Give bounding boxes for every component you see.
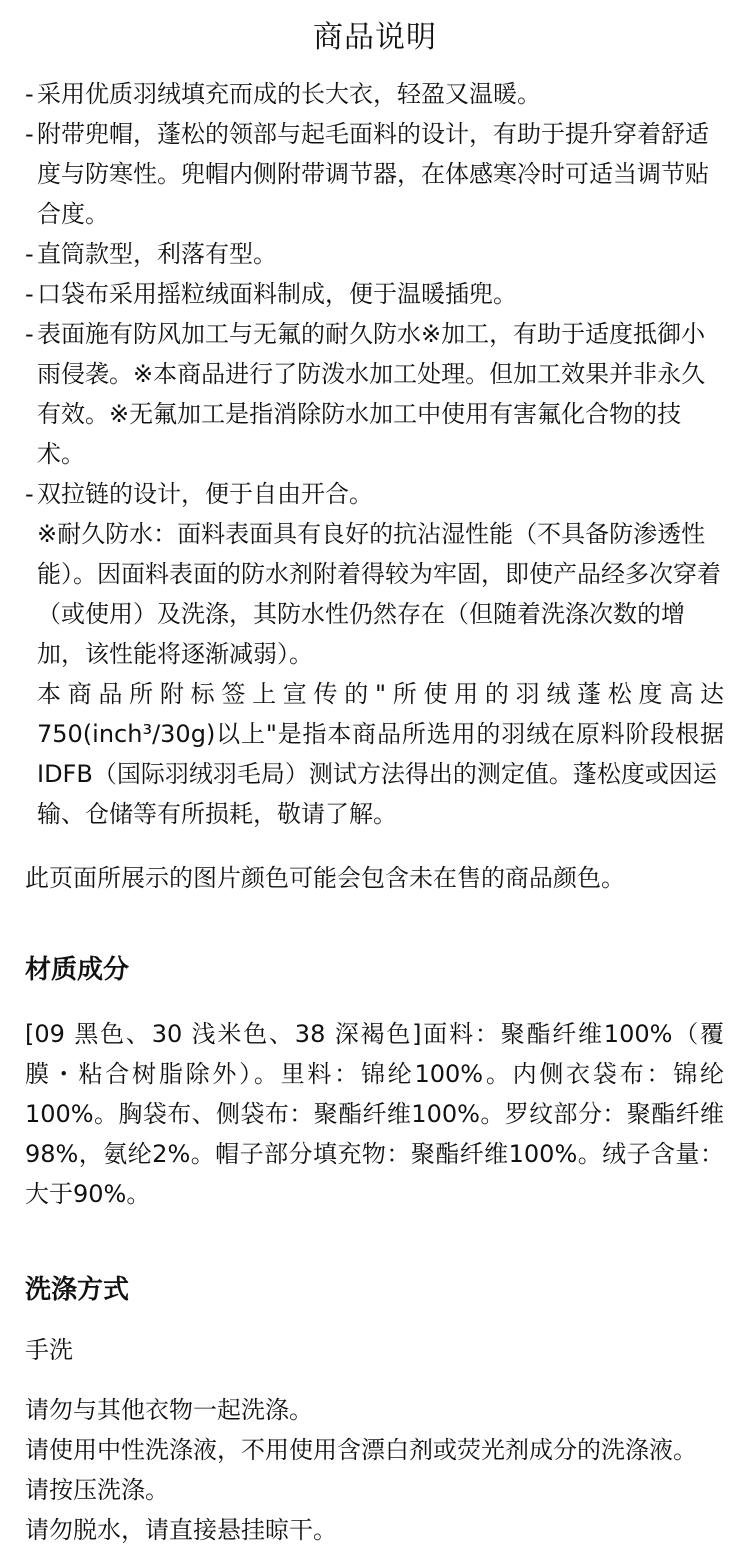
bullet-text: 采用优质羽绒填充而成的长大衣，轻盈又温暖。 <box>37 80 541 108</box>
washing-instruction: 请勿脱水，请直接悬挂晾干。 <box>25 1516 337 1544</box>
material-section-title: 材质成分 <box>25 955 130 985</box>
washing-instruction: 请按压洗涤。 <box>25 1476 169 1504</box>
description-bullet <box>25 234 724 274</box>
washing-instruction: 请使用中性洗涤液，不用使用含漂白剂或荧光剂成分的洗涤液。 <box>25 1436 697 1464</box>
bullet-text: 口袋布采用摇粒绒面料制成，便于温暖插兜。 <box>37 280 517 308</box>
description-bullet <box>25 74 724 114</box>
bullet-text: 表面施有防风加工与无氟的耐久防水※加工，有助于适度抵御小雨侵袭。※本商品进行了防泼水加工处理。但加工效果并非永久有效。※无氟加工是指消除防水加工中使用有害氟化合物的技术。 <box>37 320 706 468</box>
bullet-dash: - <box>25 240 34 268</box>
washing-instruction: 请勿与其他衣物一起洗涤。 <box>25 1396 313 1424</box>
fill-power-note <box>25 674 724 834</box>
bullet-text: 双拉链的设计，便于自由开合。 <box>37 480 373 508</box>
bullet-dash: - <box>25 280 34 308</box>
description-bullet <box>25 314 724 474</box>
description-bullet <box>25 274 724 314</box>
bullet-dash: - <box>25 320 34 348</box>
fill-power-note-line: 750(inch³/30g)以上"是指本商品所选用的羽绒在原料阶段根据 <box>37 720 724 748</box>
bullet-dash: - <box>25 80 34 108</box>
product-description <box>0 74 750 834</box>
washing-section-title: 洗涤方式 <box>25 1275 130 1305</box>
bullet-text: 附带兜帽，蓬松的领部与起毛面料的设计，有助于提升穿着舒适度与防寒性。兜帽内侧附带调节器，在体感寒冷时可适当调节贴合度。 <box>37 120 709 228</box>
color-disclaimer: 此页面所展示的图片颜色可能会包含未在售的商品颜色。 <box>25 864 625 892</box>
page-title: 商品说明 <box>313 20 437 55</box>
fill-power-note-line: 本商品所附标签上宣传的"所使用的羽绒蓬松度高达 <box>37 680 724 708</box>
bullet-dash: - <box>25 120 34 148</box>
washing-instructions <box>0 1390 750 1550</box>
material-composition: [09 黑色、30 浅米色、38 深褐色]面料：聚酯纤维100%（覆膜・粘合树脂除外）。里料：锦纶100%。内侧衣袋布：锦纶100%。胸袋布、侧袋布：聚酯纤维100%。罗纹部分：聚酯纤维98%，氨纶2%。帽子部分填充物：聚酯纤维100%。绒子含量：大于90%。 <box>25 1020 724 1208</box>
bullet-dash: - <box>25 480 34 508</box>
description-bullet <box>25 114 724 234</box>
washing-method: 手洗 <box>25 1336 73 1364</box>
fill-power-note-rest: IDFB（国际羽绒羽毛局）测试方法得出的测定值。蓬松度或因运输、仓储等有所损耗，敬请了解。 <box>37 760 717 828</box>
description-bullet <box>25 474 724 514</box>
durable-waterproof-note: ※耐久防水：面料表面具有良好的抗沾湿性能（不具备防渗透性能）。因面料表面的防水剂附着得较为牢固，即使产品经多次穿着（或使用）及洗涤，其防水性仍然存在（但随着洗涤次数的增加，该性能将逐渐减弱）。 <box>37 520 721 668</box>
bullet-text: 直筒款型，利落有型。 <box>37 240 277 268</box>
